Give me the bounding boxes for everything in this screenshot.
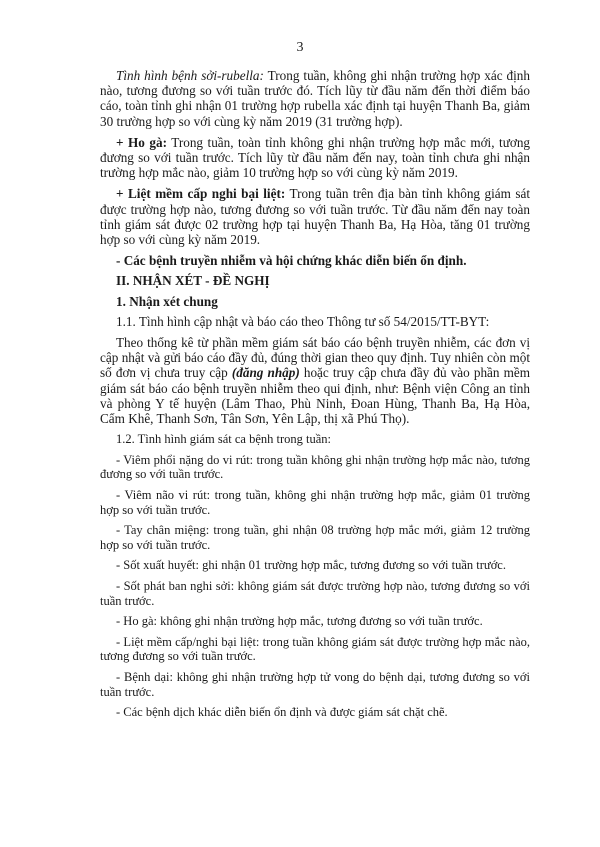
afp-text: Trong tuần trên địa bàn tỉnh không giám sát được trường hợp nào, tương đương so với tuần trước. Từ đầu năm đến nay toàn tỉnh giám sát được 02 trường hợp tại huyện Thanh Ba, Hạ Hòa, tăng 01 trường hợp so với cùng kỳ năm 2019. [100,186,530,248]
subsection-1-2: 1.2. Tình hình giám sát ca bệnh trong tuần: [116,432,332,447]
list-item: - Ho gà: không ghi nhận trường hợp mắc, tương đương so với tuần trước. [116,614,483,629]
list-item: - Các bệnh dịch khác diễn biến ổn định và được giám sát chặt chẽ. [116,705,448,720]
reporting-text-before: Theo thống kê từ phần mềm giám sát báo cáo bệnh truyền nhiễm, các đơn vị cập nhật và gửi báo cáo đầy đủ, đúng thời gian theo quy định. Tuy nhiên còn một số đơn vị chưa truy cập [100,335,530,381]
subsection-1-1: 1.1. Tình hình cập nhật và báo cáo theo Thông tư số 54/2015/TT-BYT: [116,313,490,329]
other-diseases-stable: - Các bệnh truyền nhiễm và hội chứng khác diễn biến ổn định. [116,253,467,269]
list-item: - Bệnh dại: không ghi nhận trường hợp tử vong do bệnh dại, tương đương so với tuần trước. [100,669,530,699]
list-item: - Sốt xuất huyết: ghi nhận 01 trường hợp mắc, tương đương so với tuần trước. [116,558,506,573]
login-emphasis: (đăng nhập) [231,365,300,381]
list-item: - Viêm phổi nặng do vi rút: trong tuần không ghi nhận trường hợp mắc nào, tương đương so với tuần trước. [100,452,530,482]
reporting-text-after: hoặc truy cập chưa đầy đủ vào phần mềm giám sát báo cáo bệnh truyền nhiễm theo qui định, như: Bệnh viện Công an tỉnh và phòng Y tế huyện (Lâm Thao, Phù Ninh, Đoan Hùng, Thanh Ba, Hạ Hòa, Cẩm Khê, Thanh Sơn, Tân Sơn, Yên Lập, thị xã Phú Thọ). [100,365,530,427]
pertussis-text: Trong tuần, toàn tỉnh không ghi nhận trường hợp mắc mới, tương đương so với tuần trước. Tích lũy từ đầu năm đến nay, toàn tỉnh chưa ghi nhận trường hợp mắc nào, giảm 10 trường hợp so với cùng kỳ năm 2019. [100,134,531,181]
list-item: - Tay chân miệng: trong tuần, ghi nhận 08 trường hợp mắc mới, giảm 12 trường hợp so với tuần trước. [100,523,530,552]
reporting-paragraph [100,335,530,426]
list-item: - Liệt mềm cấp/nghi bại liệt: trong tuần không giám sát được trường hợp mắc nào, tương đương so với tuần trước. [100,634,530,664]
measles-rubella-lead: Tình hình bệnh sởi-rubella: [116,68,264,83]
measles-rubella-paragraph [100,68,530,129]
pertussis-paragraph [100,135,530,181]
section-heading-ii: II. NHẬN XÉT - ĐỀ NGHỊ [116,273,270,289]
measles-rubella-text: Trong tuần, không ghi nhận trường hợp xác định nào, tương đương so với tuần trước đó. Tích lũy từ đầu năm đến thời điểm báo cáo, toàn tỉnh ghi nhận 01 trường hợp rubella xác định tại huyện Thanh Ba, giảm 30 trường hợp so với cùng kỳ năm 2019 (31 trường hợp). [100,68,530,129]
afp-lead: + Liệt mềm cấp nghi bại liệt: [116,186,286,202]
list-item: - Viêm não vi rút: trong tuần, không ghi nhận trường hợp mắc, giảm 01 trường hợp so với tuần trước. [100,488,530,517]
list-item: - Sốt phát ban nghi sởi: không giám sát được trường hợp nào, tương đương so với tuần trước. [100,579,530,608]
subsection-heading-1: 1. Nhận xét chung [116,293,218,309]
page-number: 3 [296,40,304,55]
page-body [100,68,530,726]
afp-paragraph [100,186,530,247]
pertussis-lead: + Ho gà: [116,134,167,150]
